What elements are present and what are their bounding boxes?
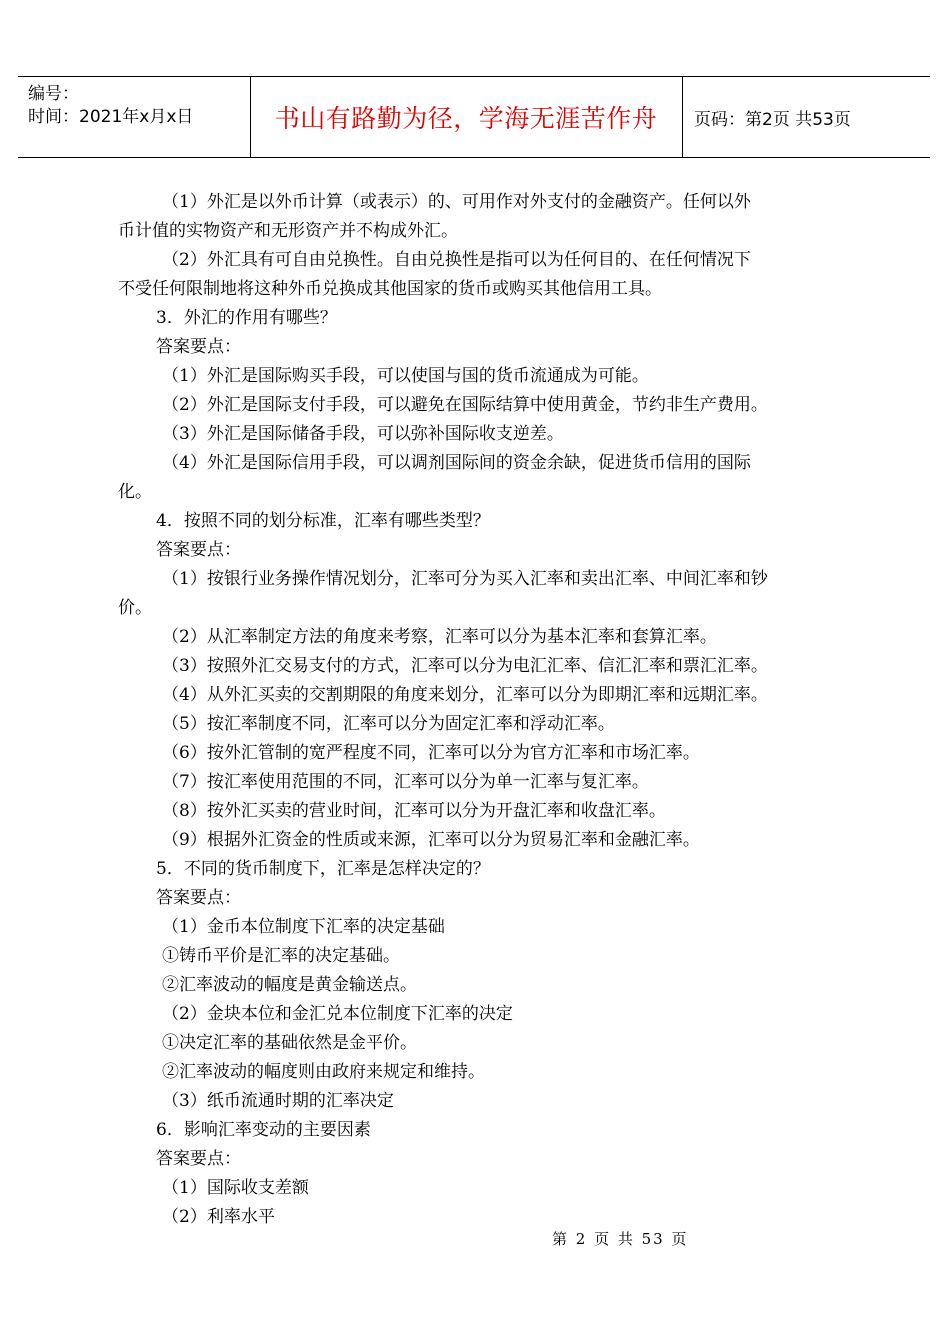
- text-line: 答案要点：: [156, 337, 241, 357]
- document-number-label: 编号：: [28, 84, 79, 104]
- page-footer: 第 2 页 共 53 页: [552, 1230, 689, 1248]
- text-line: 币计值的实物资产和无形资产并不构成外汇。: [118, 221, 458, 241]
- text-line: （1）外汇是以外币计算（或表示）的、可用作对外支付的金融资产。任何以外: [162, 192, 751, 212]
- text-line: 价。: [118, 598, 152, 618]
- text-line: 答案要点：: [156, 540, 241, 560]
- text-line: （7）按汇率使用范围的不同，汇率可以分为单一汇率与复汇率。: [162, 772, 649, 792]
- header-meta: [28, 83, 193, 129]
- text-line: （3）外汇是国际储备手段，可以弥补国际收支逆差。: [162, 424, 564, 444]
- text-line: （2）外汇具有可自由兑换性。自由兑换性是指可以为任何目的、在任何情况下: [162, 250, 751, 270]
- text-line: 答案要点：: [156, 1149, 241, 1169]
- document-time-label: 时间：2021年x月x日: [28, 107, 194, 127]
- document-body: [0, 188, 950, 1232]
- text-line: （4）从外汇买卖的交割期限的角度来划分，汇率可以分为即期汇率和远期汇率。: [162, 685, 768, 705]
- text-line: （8）按外汇买卖的营业时间，汇率可以分为开盘汇率和收盘汇率。: [162, 801, 666, 821]
- text-line: 不受任何限制地将这种外币兑换成其他国家的货币或购买其他信用工具。: [118, 279, 662, 299]
- text-line: （4）外汇是国际信用手段，可以调剂国际间的资金余缺，促进货币信用的国际: [162, 453, 751, 473]
- text-line: 6．影响汇率变动的主要因素: [156, 1120, 371, 1140]
- text-line: ②汇率波动的幅度则由政府来规定和维持。: [162, 1062, 485, 1082]
- text-line: ①铸币平价是汇率的决定基础。: [162, 946, 400, 966]
- header-page-label: 页码：第2页 共53页: [694, 109, 851, 130]
- text-line: （5）按汇率制度不同，汇率可以分为固定汇率和浮动汇率。: [162, 714, 615, 734]
- text-line: （9）根据外汇资金的性质或来源，汇率可以分为贸易汇率和金融汇率。: [162, 830, 700, 850]
- text-line: ①决定汇率的基础依然是金平价。: [162, 1033, 417, 1053]
- text-line: （1）按银行业务操作情况划分，汇率可分为买入汇率和卖出汇率、中间汇率和钞: [162, 569, 768, 589]
- text-line: （2）从汇率制定方法的角度来考察，汇率可以分为基本汇率和套算汇率。: [162, 627, 717, 647]
- text-line: （2）外汇是国际支付手段，可以避免在国际结算中使用黄金，节约非生产费用。: [162, 395, 768, 415]
- header-motto: 书山有路勤为径，学海无涯苦作舟: [274, 104, 658, 133]
- text-line: （3）纸币流通时期的汇率决定: [162, 1091, 394, 1111]
- page-header: [18, 76, 930, 158]
- text-line: （6）按外汇管制的宽严程度不同，汇率可以分为官方汇率和市场汇率。: [162, 743, 700, 763]
- text-line: （3）按照外汇交易支付的方式，汇率可以分为电汇汇率、信汇汇率和票汇汇率。: [162, 656, 768, 676]
- text-line: 4．按照不同的划分标准，汇率有哪些类型？: [156, 511, 490, 531]
- text-line: 3．外汇的作用有哪些？: [156, 308, 337, 328]
- text-line: （2）金块本位和金汇兑本位制度下汇率的决定: [162, 1004, 513, 1024]
- text-line: （2）利率水平: [162, 1207, 275, 1227]
- text-line: 化。: [118, 482, 152, 502]
- text-line: （1）金币本位制度下汇率的决定基础: [162, 917, 445, 937]
- text-line: （1）外汇是国际购买手段，可以使国与国的货币流通成为可能。: [162, 366, 649, 386]
- text-line: ②汇率波动的幅度是黄金输送点。: [162, 975, 417, 995]
- text-line: （1）国际收支差额: [162, 1178, 309, 1198]
- text-line: 5．不同的货币制度下，汇率是怎样决定的？: [156, 859, 490, 879]
- text-line: 答案要点：: [156, 888, 241, 908]
